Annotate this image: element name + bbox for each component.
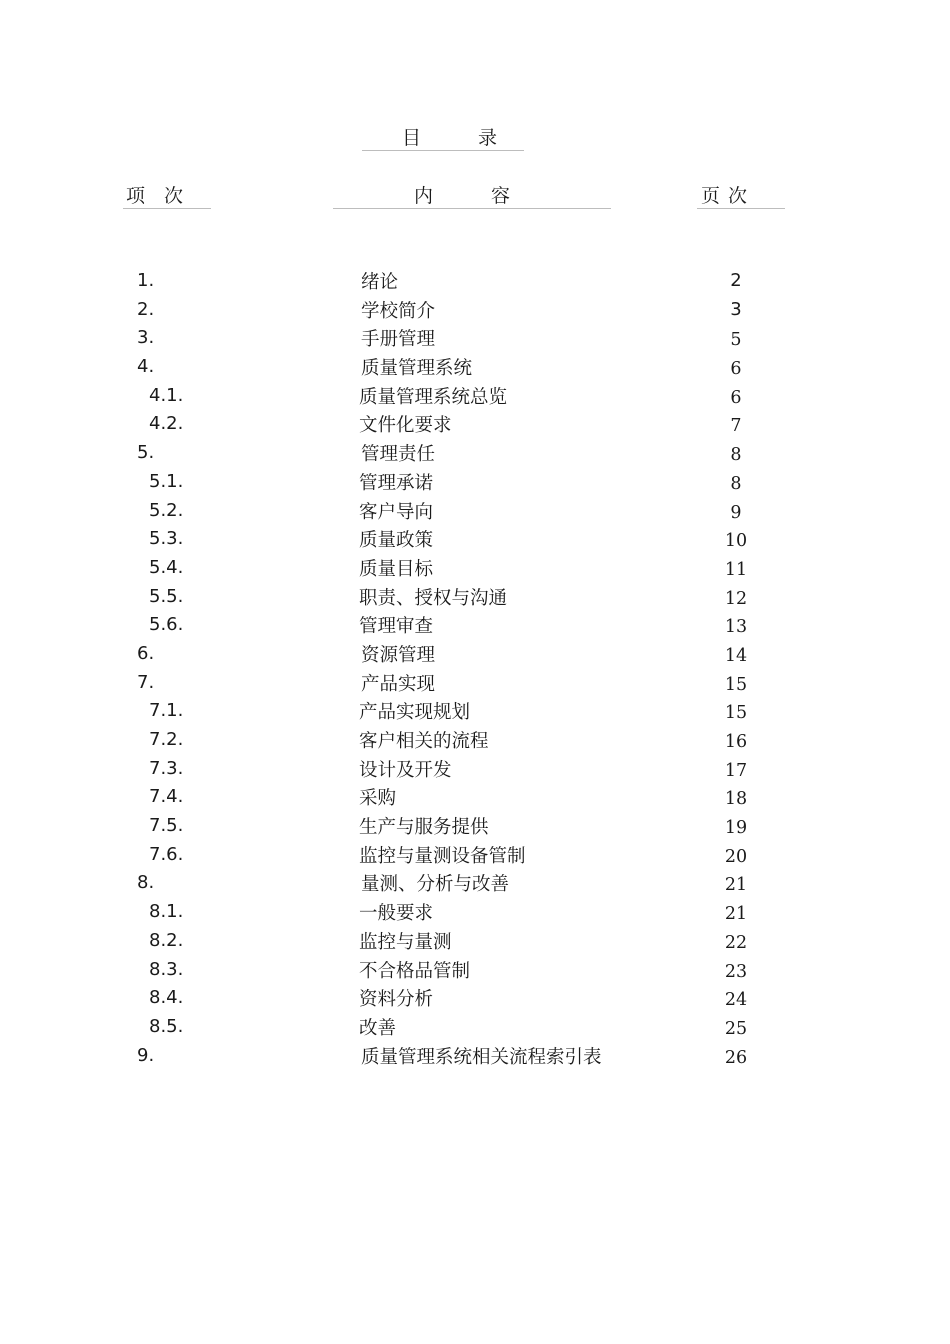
- toc-entry-page: 5: [730, 330, 742, 351]
- toc-entry[interactable]: [0, 382, 950, 411]
- toc-entry[interactable]: [0, 755, 950, 784]
- toc-entry-page: 19: [724, 818, 748, 839]
- toc-entry[interactable]: [0, 927, 950, 956]
- toc-entry[interactable]: [0, 841, 950, 870]
- toc-entry-title[interactable]: 质量目标: [359, 558, 434, 580]
- column-header-content-char-2: 容: [491, 185, 511, 207]
- toc-entry-title[interactable]: 管理承诺: [359, 472, 434, 494]
- toc-entry-title[interactable]: 学校简介: [361, 300, 436, 322]
- toc-entry-page: 13: [724, 617, 748, 638]
- toc-entry[interactable]: [0, 1042, 950, 1071]
- toc-entry-page: 21: [724, 904, 748, 925]
- toc-entry[interactable]: [0, 984, 950, 1013]
- toc-title-char-1: 目: [402, 127, 422, 149]
- toc-entry-number: 4.: [137, 356, 155, 378]
- toc-title: [362, 126, 524, 151]
- toc-entry[interactable]: [0, 583, 950, 612]
- toc-entry-page: 15: [724, 703, 748, 724]
- toc-entry-page: 8: [730, 473, 742, 494]
- toc-entry-page: 17: [724, 760, 748, 781]
- toc-entry-title[interactable]: 生产与服务提供: [359, 817, 489, 839]
- toc-entry-number: 5.6.: [149, 614, 184, 636]
- toc-entry-page: 6: [730, 359, 742, 380]
- column-header-page: [697, 184, 785, 209]
- toc-entry-number: 5.4.: [149, 556, 184, 578]
- toc-list: [0, 267, 950, 1070]
- toc-entry-number: 4.1.: [149, 384, 184, 406]
- toc-entry[interactable]: [0, 640, 950, 669]
- toc-entry-page: 25: [724, 1018, 748, 1039]
- toc-entry-page: 10: [724, 531, 748, 552]
- toc-entry-number: 5.: [137, 442, 155, 464]
- toc-entry[interactable]: [0, 783, 950, 812]
- column-header-item-number-char-2: 次: [164, 185, 184, 207]
- toc-entry[interactable]: [0, 497, 950, 526]
- toc-entry-title[interactable]: 量测、分析与改善: [361, 874, 510, 896]
- toc-entry-number: 1.: [137, 270, 155, 291]
- toc-entry-number: 5.3.: [149, 528, 184, 550]
- toc-entry-page: 12: [724, 588, 748, 609]
- toc-entry-page: 11: [724, 559, 748, 580]
- toc-entry-title[interactable]: 资源管理: [361, 644, 436, 666]
- toc-entry-number: 3.: [137, 327, 155, 349]
- toc-entry-title[interactable]: 客户导向: [359, 501, 434, 523]
- toc-entry-number: 8.2.: [149, 929, 184, 951]
- toc-entry[interactable]: [0, 697, 950, 726]
- toc-entry[interactable]: [0, 324, 950, 353]
- toc-entry[interactable]: [0, 468, 950, 497]
- toc-entry[interactable]: [0, 956, 950, 985]
- toc-entry-number: 2.: [137, 298, 155, 320]
- toc-entry-page: 8: [730, 445, 742, 466]
- toc-entry-page: 23: [724, 961, 748, 982]
- toc-entry-title[interactable]: 产品实现规划: [359, 702, 471, 724]
- toc-entry[interactable]: [0, 267, 950, 296]
- toc-entry-page: 22: [724, 932, 748, 953]
- toc-entry[interactable]: [0, 611, 950, 640]
- toc-entry-number: 6.: [137, 642, 155, 664]
- toc-entry[interactable]: [0, 554, 950, 583]
- toc-entry[interactable]: [0, 439, 950, 468]
- toc-entry-title[interactable]: 改善: [359, 1017, 397, 1039]
- toc-entry-title[interactable]: 采购: [359, 788, 397, 810]
- toc-entry[interactable]: [0, 812, 950, 841]
- toc-entry-title[interactable]: 管理审查: [359, 616, 434, 638]
- toc-entry[interactable]: [0, 726, 950, 755]
- toc-entry-title[interactable]: 绪论: [361, 272, 399, 293]
- toc-entry-page: 2: [730, 270, 742, 291]
- toc-entry-number: 5.1.: [149, 470, 184, 492]
- toc-entry-number: 7.6.: [149, 843, 184, 865]
- toc-entry-title[interactable]: 不合格品管制: [359, 960, 471, 982]
- toc-entry[interactable]: [0, 353, 950, 382]
- column-header-content: [333, 184, 611, 209]
- toc-entry[interactable]: [0, 410, 950, 439]
- toc-entry-page: 7: [730, 416, 742, 437]
- toc-title-char-2: 录: [478, 127, 498, 149]
- toc-entry-title[interactable]: 质量政策: [359, 530, 434, 552]
- toc-entry-page: 9: [730, 502, 742, 523]
- toc-entry-page: 20: [724, 846, 748, 867]
- toc-entry-number: 8.4.: [149, 987, 184, 1009]
- toc-entry-title[interactable]: 手册管理: [361, 329, 436, 351]
- toc-entry-page: 15: [724, 674, 748, 695]
- toc-entry-number: 7.4.: [149, 786, 184, 808]
- toc-entry-number: 7.2.: [149, 729, 184, 750]
- column-header-content-char-1: 内: [414, 185, 434, 207]
- toc-entry[interactable]: [0, 869, 950, 898]
- column-header-item-number-char-1: 项: [126, 185, 146, 207]
- toc-entry-number: 8.1.: [149, 901, 184, 923]
- toc-entry-number: 7.1.: [149, 700, 184, 722]
- toc-entry-page: 6: [730, 387, 742, 408]
- toc-entry[interactable]: [0, 669, 950, 698]
- column-header-item-number: [123, 184, 211, 209]
- column-header-page-char-2: 次: [728, 185, 748, 207]
- toc-entry-page: 21: [724, 875, 748, 896]
- toc-entry-page: 24: [724, 990, 748, 1011]
- toc-entry-title[interactable]: 产品实现: [361, 673, 436, 695]
- toc-entry-number: 8.3.: [149, 958, 184, 980]
- toc-entry-number: 8.5.: [149, 1015, 184, 1037]
- toc-entry-number: 4.2.: [149, 413, 184, 435]
- toc-entry-title[interactable]: 一般要求: [359, 903, 434, 925]
- toc-entry[interactable]: [0, 898, 950, 927]
- toc-entry-number: 9.: [137, 1044, 155, 1066]
- toc-entry-title[interactable]: 职责、授权与沟通: [359, 587, 508, 609]
- toc-entry-page: 16: [724, 732, 748, 752]
- toc-entry-title[interactable]: 监控与量测: [359, 931, 452, 953]
- toc-entry-number: 5.2.: [149, 499, 184, 521]
- toc-entry-number: 8.: [137, 872, 155, 894]
- toc-entry-page: 14: [724, 645, 748, 666]
- toc-entry-title[interactable]: 设计及开发: [359, 759, 452, 781]
- toc-entry-title[interactable]: 质量管理系统: [361, 358, 473, 380]
- toc-entry-title[interactable]: 文件化要求: [359, 415, 452, 437]
- toc-entry-number: 7.5.: [149, 815, 184, 837]
- toc-entry-title[interactable]: 质量管理系统相关流程索引表: [361, 1046, 602, 1068]
- toc-entry-page: 3: [730, 298, 742, 320]
- column-header-page-char-1: 页: [701, 185, 721, 207]
- toc-entry-title[interactable]: 监控与量测设备管制: [359, 845, 526, 867]
- toc-entry[interactable]: [0, 1013, 950, 1042]
- toc-entry-number: 5.5.: [149, 585, 184, 607]
- toc-entry-number: 7.3.: [149, 757, 184, 779]
- toc-entry-page: 18: [724, 789, 748, 810]
- toc-entry-title[interactable]: 客户相关的流程: [359, 731, 489, 752]
- toc-entry-title[interactable]: 资料分析: [359, 989, 434, 1011]
- toc-entry-title[interactable]: 管理责任: [361, 444, 436, 466]
- toc-entry-page: 26: [724, 1047, 748, 1068]
- toc-entry[interactable]: [0, 296, 950, 325]
- toc-entry-number: 7.: [137, 671, 155, 693]
- toc-entry[interactable]: [0, 525, 950, 554]
- toc-entry-title[interactable]: 质量管理系统总览: [359, 386, 508, 408]
